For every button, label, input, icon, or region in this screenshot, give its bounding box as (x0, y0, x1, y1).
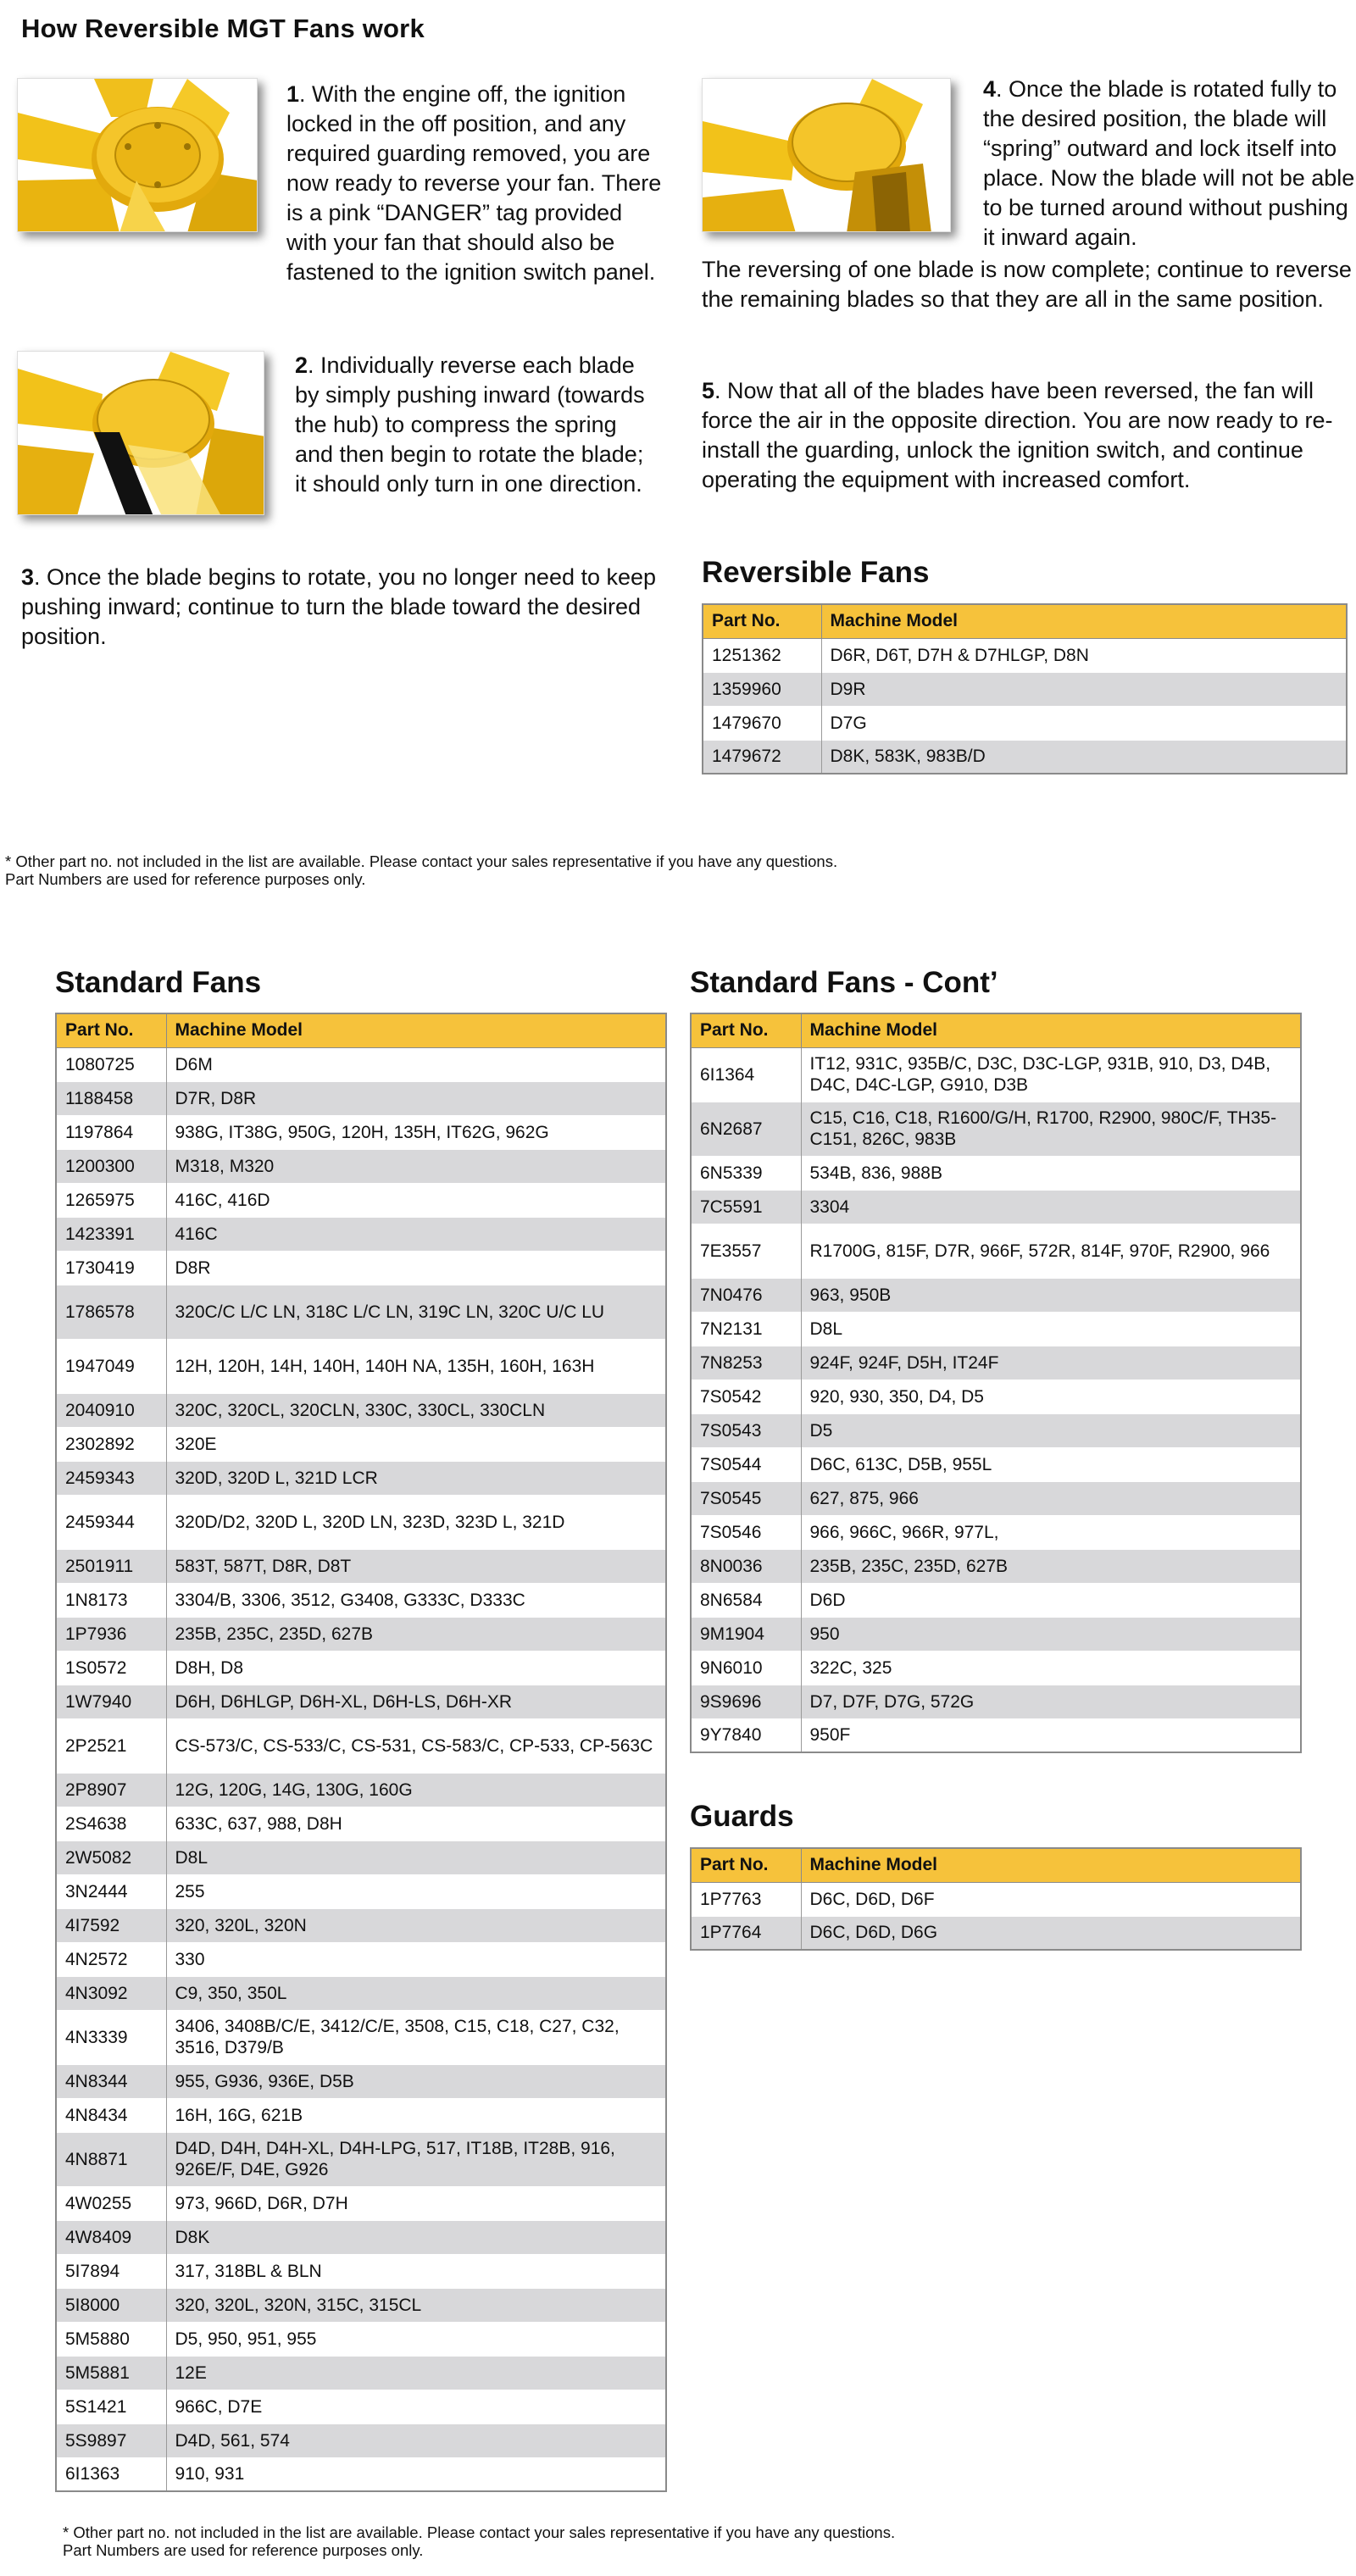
guards-title: Guards (690, 1800, 794, 1833)
machine-model-cell: 416C, 416D (166, 1183, 666, 1217)
table-row (56, 1685, 666, 1718)
part-number-cell: 4N8344 (56, 2064, 166, 2098)
part-number-cell: 4W0255 (56, 2186, 166, 2220)
part-number-cell: 8N6584 (691, 1583, 801, 1617)
machine-model-cell: D7, D7F, D7G, 572G (801, 1685, 1301, 1718)
table-row (56, 1183, 666, 1217)
table-row (691, 1916, 1301, 1950)
part-number-cell: 1947049 (56, 1339, 166, 1393)
machine-model-cell: D6H, D6HLGP, D6H-XL, D6H-LS, D6H-XR (166, 1685, 666, 1718)
step-5-text: 5. Now that all of the blades have been reversed, the fan will force the air in the opposite direction. You are now ready to re-install the guarding, unlock the ignition switch, and continue operating the equipment with increased comfort. (702, 378, 1333, 492)
table-row (56, 1549, 666, 1583)
part-number-cell: 8N0036 (691, 1549, 801, 1583)
machine-model-cell: 3406, 3408B/C/E, 3412/C/E, 3508, C15, C18, C27, C32, 3516, D379/B (166, 2010, 666, 2064)
standard-fans-table (55, 1013, 667, 2492)
machine-model-cell: 924F, 924F, D5H, IT24F (801, 1346, 1301, 1380)
part-number-cell: 9M1904 (691, 1617, 801, 1651)
table-row (691, 1515, 1301, 1549)
part-number-cell: 9S9696 (691, 1685, 801, 1718)
table-row (691, 1617, 1301, 1651)
part-number-cell: 6N5339 (691, 1156, 801, 1190)
table-row (56, 1874, 666, 1908)
standard-fans-cont-table (690, 1013, 1302, 1753)
table-row (56, 1251, 666, 1285)
machine-model-header: Machine Model (801, 1013, 1301, 1047)
machine-model-cell: 920, 930, 350, D4, D5 (801, 1380, 1301, 1413)
part-number-cell: 1S0572 (56, 1651, 166, 1685)
table-header-row (691, 1013, 1301, 1047)
machine-model-cell: D6M (166, 1047, 666, 1081)
table-row (691, 1413, 1301, 1447)
machine-model-cell: 627, 875, 966 (801, 1481, 1301, 1515)
table-row (56, 2064, 666, 2098)
table-row (56, 2288, 666, 2322)
table-row (56, 1617, 666, 1651)
table-row (56, 1461, 666, 1495)
machine-model-cell: 938G, IT38G, 950G, 120H, 135H, IT62G, 962G (166, 1115, 666, 1149)
machine-model-cell: 534B, 836, 988B (801, 1156, 1301, 1190)
part-number-cell: 1359960 (703, 672, 821, 706)
machine-model-cell: D8R (166, 1251, 666, 1285)
machine-model-cell: 12H, 120H, 14H, 140H, 140H NA, 135H, 160H, 163H (166, 1339, 666, 1393)
part-number-cell: 1251362 (703, 638, 821, 672)
part-number-cell: 7N0476 (691, 1278, 801, 1312)
table-row (691, 1278, 1301, 1312)
table-row (691, 1685, 1301, 1718)
table-row (56, 1718, 666, 1773)
step-3-text: 3. Once the blade begins to rotate, you no longer need to keep pushing inward; continue to turn the blade toward the desired position. (21, 564, 657, 649)
table-row (56, 1495, 666, 1549)
table-row (56, 2254, 666, 2288)
part-number-cell: 5S1421 (56, 2390, 166, 2423)
part-number-cell: 6I1363 (56, 2457, 166, 2491)
table-header-row (703, 604, 1347, 638)
part-number-cell: 1P7936 (56, 1617, 166, 1651)
table-row (56, 2010, 666, 2064)
machine-model-cell: 12G, 120G, 14G, 130G, 160G (166, 1773, 666, 1807)
part-number-cell: 7S0543 (691, 1413, 801, 1447)
machine-model-cell: 320C, 320CL, 320CLN, 330C, 330CL, 330CLN (166, 1393, 666, 1427)
part-number-cell: 9N6010 (691, 1651, 801, 1685)
table-row (691, 1651, 1301, 1685)
table-row (691, 1190, 1301, 1224)
table-row (691, 1224, 1301, 1278)
machine-model-cell: 255 (166, 1874, 666, 1908)
machine-model-cell: 910, 931 (166, 2457, 666, 2491)
machine-model-cell: D8H, D8 (166, 1651, 666, 1685)
machine-model-cell: M318, M320 (166, 1149, 666, 1183)
table-row (691, 1156, 1301, 1190)
machine-model-cell: 12E (166, 2356, 666, 2390)
step-2-text: 2. Individually reverse each blade by simply pushing inward (towards the hub) to compress the spring and then begin to rotate the blade; it should only turn in one direction. (295, 353, 645, 497)
machine-model-header: Machine Model (166, 1013, 666, 1047)
table-row (56, 1942, 666, 1976)
table-row (691, 1549, 1301, 1583)
part-number-cell: 6I1364 (691, 1047, 801, 1102)
table-row (691, 1380, 1301, 1413)
table-row (56, 1285, 666, 1339)
table-row (56, 2220, 666, 2254)
machine-model-cell: 963, 950B (801, 1278, 1301, 1312)
machine-model-header: Machine Model (801, 1848, 1301, 1882)
standard-fans-cont-title: Standard Fans - Cont’ (690, 966, 998, 999)
fan-blade-image-1 (17, 78, 258, 232)
table-row (691, 1718, 1301, 1752)
table-row (56, 1427, 666, 1461)
machine-model-cell: 320D/D2, 320D L, 320D LN, 323D, 323D L, 321D (166, 1495, 666, 1549)
part-number-cell: 5S9897 (56, 2423, 166, 2457)
table-row (691, 1312, 1301, 1346)
part-number-cell: 1080725 (56, 1047, 166, 1081)
part-number-cell: 5I7894 (56, 2254, 166, 2288)
part-number-cell: 1200300 (56, 1149, 166, 1183)
machine-model-cell: 966, 966C, 966R, 977L, (801, 1515, 1301, 1549)
table-row (691, 1481, 1301, 1515)
machine-model-cell: D8L (166, 1840, 666, 1874)
machine-model-cell: 320E (166, 1427, 666, 1461)
part-number-cell: 4N2572 (56, 1942, 166, 1976)
machine-model-cell: D8L (801, 1312, 1301, 1346)
part-number-cell: 2P2521 (56, 1718, 166, 1773)
machine-model-cell: 3304 (801, 1190, 1301, 1224)
part-number-cell: 7S0544 (691, 1447, 801, 1481)
table-row (56, 1840, 666, 1874)
part-number-cell: 1786578 (56, 1285, 166, 1339)
part-no-header: Part No. (56, 1013, 166, 1047)
table-row (56, 2356, 666, 2390)
part-number-cell: 1P7764 (691, 1916, 801, 1950)
part-number-cell: 4N3092 (56, 1976, 166, 2010)
footnote-top: * Other part no. not included in the list are available. Please contact your sales representative if you have any questions. Part Numbers are used for reference purposes only. (5, 852, 838, 888)
part-number-cell: 2W5082 (56, 1840, 166, 1874)
machine-model-cell: 16H, 16G, 621B (166, 2098, 666, 2132)
part-number-cell: 1265975 (56, 1183, 166, 1217)
part-number-cell: 1479670 (703, 706, 821, 740)
part-number-cell: 2S4638 (56, 1807, 166, 1840)
machine-model-cell: D5, 950, 951, 955 (166, 2322, 666, 2356)
machine-model-cell: R1700G, 815F, D7R, 966F, 572R, 814F, 970F, R2900, 966 (801, 1224, 1301, 1278)
machine-model-cell: 633C, 637, 988, D8H (166, 1807, 666, 1840)
table-row (56, 1047, 666, 1081)
part-number-cell: 9Y7840 (691, 1718, 801, 1752)
part-number-cell: 1479672 (703, 740, 821, 774)
page-title: How Reversible MGT Fans work (21, 14, 425, 43)
table-row (56, 1908, 666, 1942)
footnote-bottom: * Other part no. not included in the list are available. Please contact your sales representative if you have any questions. Part Numbers are used for reference purposes only. (63, 2523, 896, 2559)
table-row (703, 706, 1347, 740)
part-no-header: Part No. (691, 1848, 801, 1882)
machine-model-cell: 320C/C L/C LN, 318C L/C LN, 319C LN, 320C U/C LU (166, 1285, 666, 1339)
part-number-cell: 3N2444 (56, 1874, 166, 1908)
part-number-cell: 5M5881 (56, 2356, 166, 2390)
machine-model-cell: 320, 320L, 320N (166, 1908, 666, 1942)
machine-model-cell: D4D, D4H, D4H-XL, D4H-LPG, 517, IT18B, IT28B, 916, 926E/F, D4E, G926 (166, 2132, 666, 2186)
part-number-cell: 5I8000 (56, 2288, 166, 2322)
part-number-cell: 7S0546 (691, 1515, 801, 1549)
machine-model-cell: 320, 320L, 320N, 315C, 315CL (166, 2288, 666, 2322)
machine-model-cell: D5 (801, 1413, 1301, 1447)
machine-model-cell: D4D, 561, 574 (166, 2423, 666, 2457)
part-number-cell: 1188458 (56, 1081, 166, 1115)
part-number-cell: 4W8409 (56, 2220, 166, 2254)
table-row (691, 1882, 1301, 1916)
table-row (56, 2186, 666, 2220)
table-row (56, 1583, 666, 1617)
standard-fans-title: Standard Fans (55, 966, 262, 999)
table-row (56, 1807, 666, 1840)
machine-model-cell: D7G (821, 706, 1347, 740)
table-row (691, 1346, 1301, 1380)
fan-blade-image-4 (702, 78, 951, 232)
part-number-cell: 1730419 (56, 1251, 166, 1285)
machine-model-cell: CS-573/C, CS-533/C, CS-531, CS-583/C, CP-533, CP-563C (166, 1718, 666, 1773)
machine-model-cell: D8K, 583K, 983B/D (821, 740, 1347, 774)
machine-model-cell: D6D (801, 1583, 1301, 1617)
machine-model-cell: 416C (166, 1217, 666, 1251)
part-number-cell: 2459343 (56, 1461, 166, 1495)
table-row (56, 2390, 666, 2423)
part-number-cell: 1W7940 (56, 1685, 166, 1718)
table-row (56, 1149, 666, 1183)
part-no-header: Part No. (691, 1013, 801, 1047)
machine-model-cell: 235B, 235C, 235D, 627B (166, 1617, 666, 1651)
part-number-cell: 2040910 (56, 1393, 166, 1427)
part-number-cell: 4N8871 (56, 2132, 166, 2186)
part-number-cell: 7E3557 (691, 1224, 801, 1278)
machine-model-cell: 955, G936, 936E, D5B (166, 2064, 666, 2098)
table-row (691, 1583, 1301, 1617)
table-row (56, 1773, 666, 1807)
part-number-cell: 1N8173 (56, 1583, 166, 1617)
part-number-cell: 7C5591 (691, 1190, 801, 1224)
part-number-cell: 2459344 (56, 1495, 166, 1549)
machine-model-cell: C9, 350, 350L (166, 1976, 666, 2010)
machine-model-cell: 966C, D7E (166, 2390, 666, 2423)
part-number-cell: 7N8253 (691, 1346, 801, 1380)
part-number-cell: 7S0542 (691, 1380, 801, 1413)
machine-model-cell: 322C, 325 (801, 1651, 1301, 1685)
step-4-continued-text: The reversing of one blade is now complete; continue to reverse the remaining blades so that they are all in the same position. (702, 257, 1352, 312)
machine-model-cell: D6C, D6D, D6F (801, 1882, 1301, 1916)
machine-model-cell: D9R (821, 672, 1347, 706)
machine-model-header: Machine Model (821, 604, 1347, 638)
table-row (56, 2132, 666, 2186)
machine-model-cell: 583T, 587T, D8R, D8T (166, 1549, 666, 1583)
table-row (56, 2457, 666, 2491)
part-number-cell: 7N2131 (691, 1312, 801, 1346)
fan-blade-image-2 (17, 351, 264, 515)
table-row (56, 2423, 666, 2457)
reversible-fans-title: Reversible Fans (702, 556, 930, 589)
machine-model-cell: 950F (801, 1718, 1301, 1752)
table-row (56, 1081, 666, 1115)
machine-model-cell: 330 (166, 1942, 666, 1976)
part-number-cell: 4I7592 (56, 1908, 166, 1942)
table-row (56, 1217, 666, 1251)
table-row (56, 2098, 666, 2132)
part-number-cell: 2302892 (56, 1427, 166, 1461)
machine-model-cell: 320D, 320D L, 321D LCR (166, 1461, 666, 1495)
part-number-cell: 5M5880 (56, 2322, 166, 2356)
part-no-header: Part No. (703, 604, 821, 638)
table-header-row (691, 1848, 1301, 1882)
table-row (703, 638, 1347, 672)
part-number-cell: 2P8907 (56, 1773, 166, 1807)
reversible-fans-table (702, 603, 1348, 774)
part-number-cell: 4N8434 (56, 2098, 166, 2132)
table-row (56, 1393, 666, 1427)
step-1-text: 1. With the engine off, the ignition locked in the off position, and any required guarding removed, you are now ready to reverse your fan. There is a pink “DANGER” tag provided with your fan that should also be fastened to the ignition switch panel. (286, 81, 662, 285)
table-row (56, 1339, 666, 1393)
table-row (56, 1115, 666, 1149)
table-row (703, 672, 1347, 706)
part-number-cell: 2501911 (56, 1549, 166, 1583)
table-row (703, 740, 1347, 774)
table-row (691, 1447, 1301, 1481)
part-number-cell: 4N3339 (56, 2010, 166, 2064)
machine-model-cell: 235B, 235C, 235D, 627B (801, 1549, 1301, 1583)
step-4-text: 4. Once the blade is rotated fully to the desired position, the blade will “spring” outward and lock itself into place. Now the blade will not be able to be turned around without pushing it inward again. (983, 76, 1355, 250)
part-number-cell: 6N2687 (691, 1102, 801, 1156)
table-row (56, 1651, 666, 1685)
table-header-row (56, 1013, 666, 1047)
part-number-cell: 1197864 (56, 1115, 166, 1149)
table-row (691, 1047, 1301, 1102)
machine-model-cell: D7R, D8R (166, 1081, 666, 1115)
machine-model-cell: IT12, 931C, 935B/C, D3C, D3C-LGP, 931B, 910, D3, D4B, D4C, D4C-LGP, G910, D3B (801, 1047, 1301, 1102)
machine-model-cell: D6C, 613C, D5B, 955L (801, 1447, 1301, 1481)
machine-model-cell: 317, 318BL & BLN (166, 2254, 666, 2288)
table-row (691, 1102, 1301, 1156)
part-number-cell: 7S0545 (691, 1481, 801, 1515)
machine-model-cell: C15, C16, C18, R1600/G/H, R1700, R2900, 980C/F, TH35-C151, 826C, 983B (801, 1102, 1301, 1156)
machine-model-cell: 3304/B, 3306, 3512, G3408, G333C, D333C (166, 1583, 666, 1617)
table-row (56, 2322, 666, 2356)
machine-model-cell: 950 (801, 1617, 1301, 1651)
machine-model-cell: 973, 966D, D6R, D7H (166, 2186, 666, 2220)
part-number-cell: 1P7763 (691, 1882, 801, 1916)
machine-model-cell: D6C, D6D, D6G (801, 1916, 1301, 1950)
machine-model-cell: D8K (166, 2220, 666, 2254)
table-row (56, 1976, 666, 2010)
machine-model-cell: D6R, D6T, D7H & D7HLGP, D8N (821, 638, 1347, 672)
guards-table (690, 1847, 1302, 1951)
part-number-cell: 1423391 (56, 1217, 166, 1251)
